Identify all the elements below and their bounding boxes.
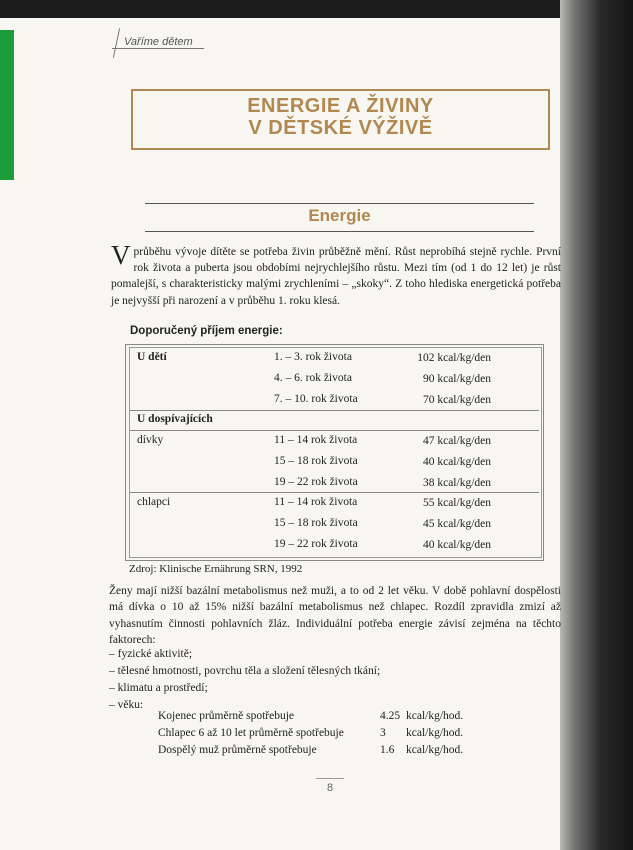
table-subgroup-boys: chlapci bbox=[137, 496, 171, 508]
table-cell-value: 47 kcal/kg/den bbox=[422, 435, 491, 447]
consumption-unit: kcal/kg/hod. bbox=[406, 727, 464, 739]
table-cell-value: 40 kcal/kg/den bbox=[422, 456, 491, 468]
table-divider bbox=[130, 492, 539, 493]
intro-text: průběhu vývoje dítěte se potřeba živin průběžně mění. Růst neprobíhá stejně rychle. První rok života a puberta jsou obdobími nejrychlejšího růstu. Mezi tím (od 1 do 12 let) je růst pomalejší, s charakteristicky malými zrychleními – „skoky“. Z toho hlediska energetická potřeba je nejvyšší při narození a v průběhu 1. roku klesá. bbox=[111, 246, 561, 307]
table-cell-value: 38 kcal/kg/den bbox=[422, 477, 491, 489]
list-item: – věku: bbox=[109, 699, 144, 711]
table-cell-age: 4. – 6. rok života bbox=[274, 372, 352, 384]
table-cell-age: 7. – 10. rok života bbox=[274, 393, 358, 405]
table-cell-age: 11 – 14 rok života bbox=[274, 434, 358, 446]
page-number: 8 bbox=[326, 782, 334, 794]
table-cell-age: 19 – 22 rok života bbox=[274, 476, 358, 488]
table-cell-value: 102 kcal/kg/den bbox=[417, 352, 491, 364]
table-group-adolescents: U dospívajících bbox=[137, 413, 213, 425]
table-heading: Doporučený příjem energie: bbox=[130, 325, 283, 337]
body-paragraph: Ženy mají nižší bazální metabolismus než muži, a to od 2 let věku. V době pohlavní dospělosti má dívka o 10 až 15% nižší bazální metabolismus než chlapec. Rozdíl zpravidla zmizí až vyhasnutím činnosti pohlavních žláz. Individuální potřeba energie závisí zejména na těchto faktorech: bbox=[109, 585, 561, 646]
list-item: – klimatu a prostředí; bbox=[109, 682, 208, 694]
section-rule-top bbox=[145, 203, 534, 204]
page-gutter-shadow bbox=[560, 0, 633, 850]
list-item: – tělesné hmotnosti, povrchu těla a složení tělesných tkání; bbox=[109, 665, 381, 677]
table-cell-age: 1. – 3. rok života bbox=[274, 351, 352, 363]
consumption-unit: kcal/kg/hod. bbox=[406, 744, 464, 756]
table-cell-age: 15 – 18 rok života bbox=[274, 517, 358, 529]
consumption-value: 3 bbox=[380, 727, 386, 739]
running-head: Vaříme dětem bbox=[124, 36, 193, 48]
drop-cap: V bbox=[111, 240, 131, 270]
table-divider bbox=[130, 430, 539, 431]
consumption-label: Kojenec průměrně spotřebuje bbox=[158, 710, 295, 722]
table-cell-age: 11 – 14 rok života bbox=[274, 496, 358, 508]
table-divider bbox=[130, 410, 539, 411]
table-subgroup-girls: dívky bbox=[137, 434, 164, 446]
table-cell-age: 15 – 18 rok života bbox=[274, 455, 358, 467]
table-source: Zdroj: Klinische Ernährung SRN, 1992 bbox=[129, 563, 303, 575]
table-group-children: U dětí bbox=[137, 351, 167, 363]
section-title: Energie bbox=[308, 206, 371, 225]
consumption-label: Chlapec 6 až 10 let průměrně spotřebuje bbox=[158, 727, 344, 739]
consumption-label: Dospělý muž průměrně spotřebuje bbox=[158, 744, 317, 756]
table-cell-value: 40 kcal/kg/den bbox=[422, 539, 491, 551]
consumption-unit: kcal/kg/hod. bbox=[406, 710, 464, 722]
table-cell-value: 70 kcal/kg/den bbox=[422, 394, 491, 406]
table-cell-age: 19 – 22 rok života bbox=[274, 538, 358, 550]
table-cell-value: 55 kcal/kg/den bbox=[422, 497, 491, 509]
consumption-value: 1.6 bbox=[380, 744, 395, 756]
title-line-2: V DĚTSKÉ VÝŽIVĚ bbox=[248, 117, 433, 139]
intro-paragraph bbox=[111, 240, 561, 309]
title-line-1: ENERGIE A ŽIVINY bbox=[247, 95, 434, 117]
section-rule-bottom bbox=[145, 231, 534, 232]
table-cell-value: 90 kcal/kg/den bbox=[422, 373, 491, 385]
consumption-value: 4.25 bbox=[380, 710, 401, 722]
header-rule bbox=[112, 48, 204, 49]
page-number-rule bbox=[316, 778, 344, 779]
table-cell-value: 45 kcal/kg/den bbox=[422, 518, 491, 530]
chapter-title bbox=[131, 95, 550, 139]
list-item: – fyzické aktivitě; bbox=[109, 648, 193, 660]
green-edge-tab bbox=[0, 30, 14, 180]
